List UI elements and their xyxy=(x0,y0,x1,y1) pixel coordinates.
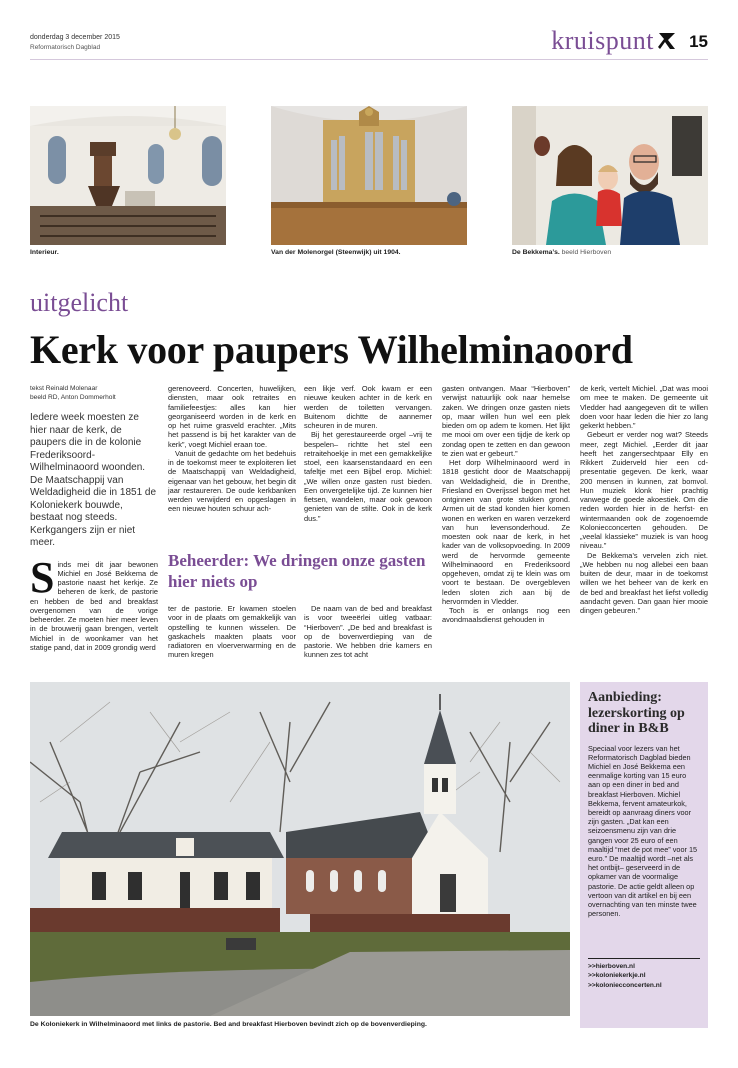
paragraph: gerenoveerd. Concerten, huwelijken, diensten, maar ook retraites en familiefeestjes: alles kan hier georganiseerd worden in de kerk en op het ruime grasveld erachter. „Mits het passend is bij het karakter van de kerk”, voegt Michiel eraan toe. xyxy=(168,384,296,449)
link-koloniecconcerten[interactable]: >>koloniecconcerten.nl xyxy=(588,981,662,989)
sidebar-body: Speciaal voor lezers van het Reformatorisch Dagblad bieden Michiel en José Bekkema een eenmalige korting van 15 euro aan op een diner in bed and breakfast Hierboven. Michiel Bekkema, fervent amateurkok, bereidt op aanvraag diners voor zijn gasten. „Dat kan een seizoensmenu zijn van drie gangen voor 25 euro of een maaltijd “met de pot mee” voor 15 euro.” De maaltijd wordt –net als het ontbijt– geserveerd in de opkamer van de voormalige pastorie. De actie geldt alleen op vertoon van dit artikel en bij een overnachting van ten minste twee personen. xyxy=(588,743,698,919)
section-title: kruispunt xyxy=(551,26,654,55)
article-headline: Kerk voor paupers Wilhelminaoord xyxy=(30,327,633,372)
issue-date: donderdag 3 december 2015 xyxy=(30,34,120,41)
column-2 xyxy=(168,384,296,514)
byline: tekst Reinald Molenaar beeld RD, Anton Dommerholt xyxy=(30,385,116,401)
column-3-continued xyxy=(304,604,432,660)
interior-caption: Interieur. xyxy=(30,249,59,256)
family-photo xyxy=(512,106,708,245)
divider xyxy=(588,958,700,959)
paragraph: ter de pastorie. Er kwamen stoelen voor in de plaats om gemakkelijk van opstelling te kunnen wisselen. De gaskachels maakten plaats voor radiatoren en vloerverwarming en de muren kregen xyxy=(168,604,296,660)
paragraph: Bij het gerestaureerde orgel –vrij te bespelen– richtte het stel een retraitehoekje in met een gemakkelijke stoel, een kaarsenstandaard en een tafeltje met een Bijbel erop. Michiel: „We willen onze gasten rust bieden. Een onvergetelijke tijd. Ze kunnen hier fietsen, wandelen, maar ook gewoon genieten van de stilte. Ook in de kerk dus.” xyxy=(304,430,432,523)
organ-caption: Van der Molenorgel (Steenwijk) uit 1904. xyxy=(271,249,401,256)
church-photo-caption: De Koloniekerk in Wilhelminaoord met links de pastorie. Bed and breakfast Hierboven bevindt zich op de bovenverdieping. xyxy=(30,1021,427,1028)
article-intro: Iedere week moesten ze hier naar de kerk, de paupers die in de kolonie Frederiksoord-Wilhelminaoord woonden. De Maatschappij van Weldadigheid die in 1851 de Koloniekerk bouwde, bestaat nog steeds. Kerkgangers zijn er niet meer. xyxy=(30,412,157,548)
paragraph: de kerk, vertelt Michiel. „Dat was mooi om mee te maken. De gemeente uit Vledder had aangegeven dit te willen doen voor haar leden die hier zo lang gekerkt hebben.” xyxy=(580,384,708,430)
column-5 xyxy=(580,384,708,615)
column-2-continued xyxy=(168,604,296,660)
organ-photo xyxy=(271,106,467,245)
paragraph: Het dorp Wilhelminaoord werd in 1818 gesticht door de Maatschappij van Weldadigheid, die in Drenthe, Friesland en Overijssel begon met het ontginnen van grote stukken grond. Armen uit de stad konden hier komen wonen en werken en waren verzekerd van hun levensonderhoud. Ze moesten ook naar de kerk, in het kader van de volksopvoeding. In 2009 werd de hervormde gemeente Wilhelminaoord en Frederiksoord opgeheven, omdat zij te klein was om voort te bestaan. De overgebleven leden sloten zich aan bij de hervormden in Vledder. xyxy=(442,458,570,606)
sidebar-links xyxy=(588,958,700,991)
column-1 xyxy=(30,384,158,652)
paragraph: Toch is er onlangs nog een avondmaalsdienst gehouden in xyxy=(442,606,570,625)
article-body-start: Sinds mei dit jaar bewonen Michiel en José Bekkema de pastorie naast het kerkje. Ze beheren de kerk, de pastorie en hebben de bed and breakfast overgenomen van de vorige beheerder. Ze moeten hier meer leven in de brouwerij gaan brengen, vertelt Michiel in de woonkamer van het statige pand, dat in 2009 grondig werd xyxy=(30,552,158,652)
column-3 xyxy=(304,384,432,523)
article-subhead: Beheerder: We dringen onze gasten hier niets op xyxy=(168,551,426,591)
link-koloniekerkje[interactable]: >>koloniekerkje.nl xyxy=(588,972,646,979)
sidebar-title: Aanbieding: lezerskorting op diner in B&B xyxy=(588,690,685,736)
paragraph: gasten ontvangen. Maar “Hierboven” verwijst natuurlijk ook naar hemelse zaken. We dringen onze gasten niets op, maar willen hun wel een plek bieden om op adem te komen. Het lijkt me mooi om over een tijdje de kerk op zondag open te zetten en dan gewoon te zien wat er gebeurt.” xyxy=(442,384,570,458)
interior-photo xyxy=(30,106,226,245)
link-hierboven[interactable]: >>hierboven.nl xyxy=(588,962,635,970)
page-number: 15 xyxy=(689,32,708,51)
paragraph: Gebeurt er verder nog wat? Steeds meer, zegt Michiel. „Eerder dit jaar heeft het zangersechtpaar Elly en Rikkert Zuiderveld hier een cd-presentatie gegeven. De kerk, waar 200 mensen in kunnen, zat bomvol. Hun muziek klonk hier prachtig vanwege de goede akoestiek. Om die reden worden hier in de herfst- en wintermaanden ook de zogenoemde Koloniecconcerten gehouden. De „veelal klassieke” muziek is van hoog niveau.” xyxy=(580,430,708,551)
paragraph: een likje verf. Ook kwam er een nieuwe keuken achter in de kerk en werden de toiletten vervangen. Buitenom dichtte de aannemer scheuren in de muren. xyxy=(304,384,432,430)
paragraph: Vanuit de gedachte om het bedehuis in de toekomst meer te exploiteren liet de Maatschappij van Weldadigheid, eigenaar van het gebouw, het begin dit jaar restaureren. De oude kerkbanken werden verwijderd en opgeslagen in een nieuwe houten schuur ach- xyxy=(168,448,296,514)
article-kicker: uitgelicht xyxy=(30,288,129,317)
kruispunt-logo-icon xyxy=(656,30,678,52)
column-4 xyxy=(442,384,570,625)
dropcap: S xyxy=(30,552,55,602)
church-photo xyxy=(30,682,570,1016)
paragraph: De Bekkema’s vervelen zich niet. „We hebben nu nog allebei een baan buiten de deur, maar in de toekomst willen we het beheer van de kerk en de bed and breakfast het liefst volledig aandacht geven. Dan gaan hier mooie dingen gebeuren.” xyxy=(580,550,708,615)
page-header xyxy=(30,26,708,60)
family-caption: De Bekkema’s. beeld Hierboven xyxy=(512,249,612,256)
newspaper-name: Reformatorisch Dagblad xyxy=(30,44,101,51)
offer-sidebar xyxy=(580,682,708,1028)
paragraph: De naam van de bed and breakfast is voor tweeërlei uitleg vatbaar: “Hierboven”. „De bed and breakfast is op de bovenverdieping van de pastorie. We hebben drie kamers en kunnen zes tot acht xyxy=(304,604,432,660)
